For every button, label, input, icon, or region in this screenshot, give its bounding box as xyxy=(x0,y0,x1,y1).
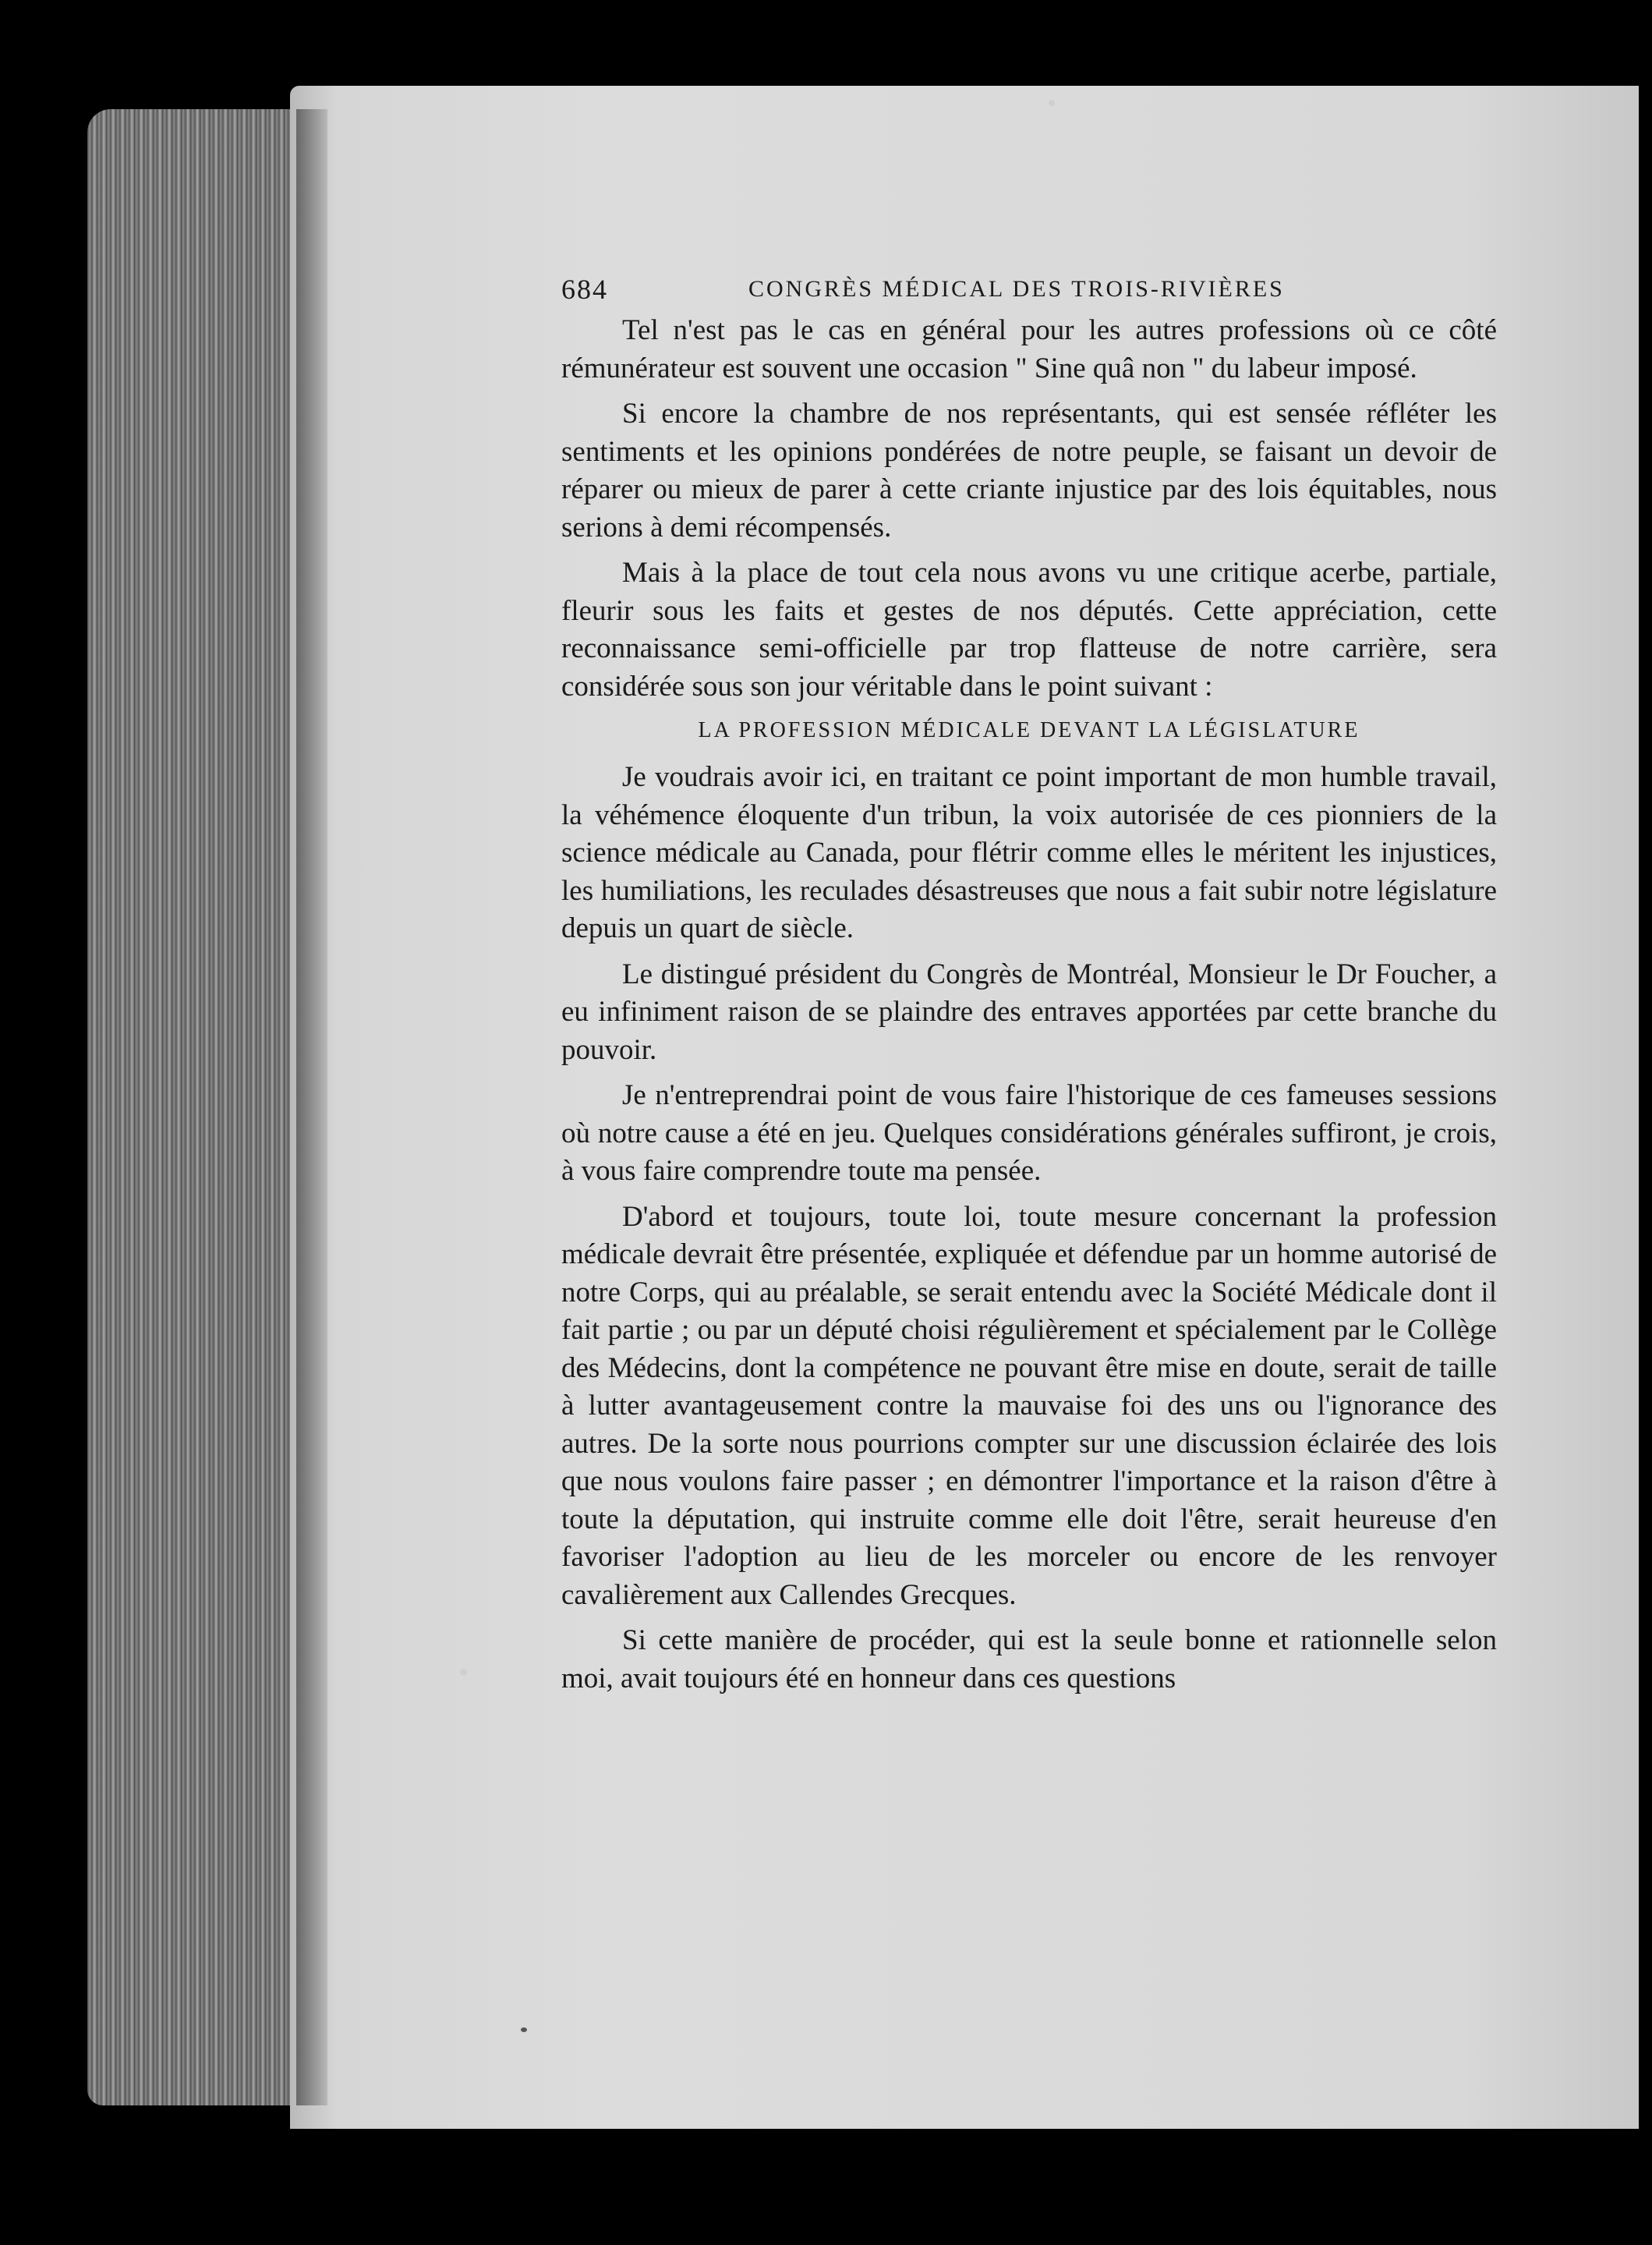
running-head xyxy=(561,273,1497,312)
running-title: CONGRÈS MÉDICAL DES TROIS-RIVIÈRES xyxy=(748,276,1285,302)
paragraph: Je voudrais avoir ici, en traitant ce point important de mon humble travail, la véhémence éloquente d'un tribun, la voix autorisée de ces pionniers de la science médicale au Canada, pour flétrir comme elles le méritent les injustices, les humiliations, les reculades désastreuses que nous a fait subir notre législature depuis un quart de siècle. xyxy=(561,761,1497,944)
section-heading: LA PROFESSION MÉDICALE DEVANT LA LÉGISLATURE xyxy=(698,718,1360,742)
paragraph: Mais à la place de tout cela nous avons vu une critique acerbe, partiale, fleurir sous les faits et gestes de nos députés. Cette appréciation, cette reconnaissance semi-officielle par trop flatteuse de notre carrière, sera considérée sous son jour véritable dans le point suivant : xyxy=(561,557,1497,703)
gutter-shadow xyxy=(296,109,327,2105)
paragraph: D'abord et toujours, toute loi, toute mesure concernant la profession médicale devrait être présentée, expliquée et défendue par un homme autorisé de notre Corps, qui au préalable, se serait entendu avec la Société Médicale dont il fait partie ; ou par un député choisi régulièrement et spécialement par le Collège des Médecins, dont la compétence ne pouvant être mise en doute, serait de taille à lutter avantageusement contre la mauvaise foi des uns ou l'ignorance des autres. De la sorte nous pourrions compter sur une discussion éclairée des lois que nous voulons faire passer ; en démontrer l'importance et la raison d'être à toute la députation, qui instruite comme elle doit l'être, serait heureuse d'en favoriser l'adoption au lieu de les morceler ou encore de les renvoyer cavalièrement aux Callendes Grecques. xyxy=(561,1200,1497,1611)
paragraph: Le distingué président du Congrès de Montréal, Monsieur le Dr Foucher, a eu infiniment raison de se plaindre des entraves apportées par cette branche du pouvoir. xyxy=(561,958,1497,1066)
paragraph: Si encore la chambre de nos représentants, qui est sensée réfléter les sentiments et les opinions pondérées de notre peuple, se faisant un devoir de réparer ou mieux de parer à cette criante injustice par des lois équitables, nous serions à demi récompensés. xyxy=(561,398,1497,544)
book-page-edges xyxy=(87,109,321,2105)
page-number: 684 xyxy=(561,274,608,305)
dust-speck xyxy=(460,1669,467,1676)
paragraph: Je n'entreprendrai point de vous faire l'historique de ces fameuses sessions où notre cause a été en jeu. Quelques considérations générales suffiront, je crois, à vous faire comprendre toute ma pensée. xyxy=(561,1079,1497,1187)
page-content xyxy=(561,273,1497,1698)
paragraph: Si cette manière de procéder, qui est la seule bonne et rationnelle selon moi, avait toujours été en honneur dans ces questions xyxy=(561,1624,1497,1694)
paragraph: Tel n'est pas le cas en général pour les autres professions où ce côté rémunérateur est souvent une occasion " Sine quâ non " du labeur imposé. xyxy=(561,314,1497,384)
dust-speck xyxy=(1049,100,1055,106)
dust-speck xyxy=(521,2027,527,2032)
